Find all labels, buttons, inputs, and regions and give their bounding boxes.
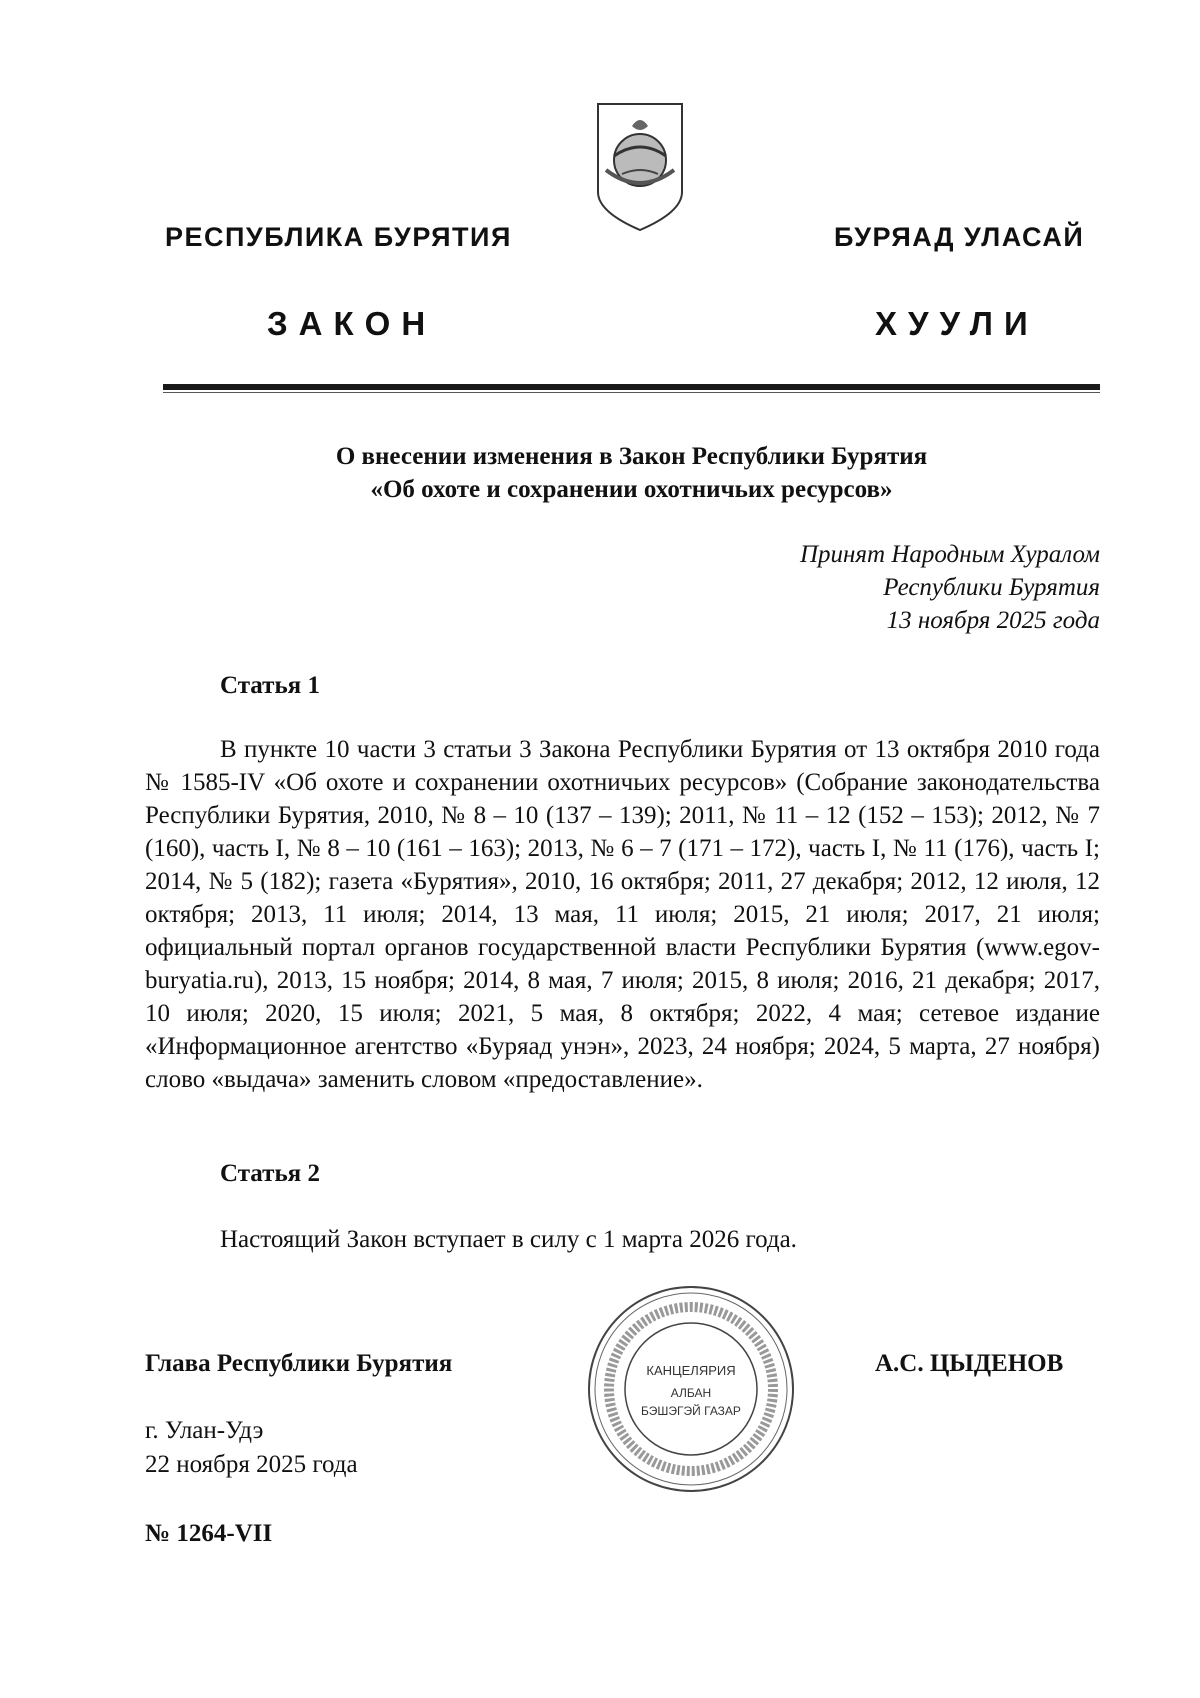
document-type-bua: ХУУЛИ	[875, 305, 1039, 342]
adoption-note-line-1: Принят Народным Хуралом	[799, 541, 1100, 568]
adoption-note-line-3: 13 ноября 2025 года	[886, 607, 1100, 634]
seal-center-line-1: КАНЦЕЛЯРИЯ	[646, 1363, 736, 1378]
country-name-ru: РЕСПУБЛИКА БУРЯТИЯ	[165, 222, 512, 252]
seal-center-line-2: АЛБАН	[670, 1386, 712, 1400]
place-and-date	[145, 1414, 358, 1482]
seal-stamp-icon	[585, 1283, 797, 1495]
header-divider	[163, 384, 1100, 390]
law-title-line-2: «Об охоте и сохранении охотничьих ресурсов»	[370, 476, 893, 503]
law-title-line-1: О внесении изменения в Закон Республики Бурятия	[335, 443, 928, 470]
official-seal	[585, 1283, 797, 1495]
coat-of-arms-icon	[592, 100, 688, 234]
adoption-note-line-2: Республики Бурятия	[883, 574, 1100, 601]
article-2-text: Настоящий Закон вступает в силу с 1 марта 2026 года.	[220, 1226, 797, 1253]
law-title	[163, 440, 1100, 506]
signatory-position: Глава Республики Бурятия	[145, 1350, 453, 1377]
article-1-heading: Статья 1	[220, 672, 320, 699]
seal-center-line-3: БЭШЭГЭЙ ГАЗАР	[641, 1404, 741, 1418]
coat-of-arms-emblem	[592, 100, 688, 234]
adoption-note	[800, 538, 1100, 637]
signing-date: 22 ноября 2025 года	[145, 1451, 358, 1478]
article-1-text: В пункте 10 части 3 статьи 3 Закона Республики Бурятия от 13 октября 2010 года № 1585-IV «Об охоте и сохранении охотничьих ресурсов» (Собрание законодательства Республики Бурятия, 2010, № 8 – 10 (137 – 139); 2011, № 11 – 12 (152 – 153); 2012, № 7 (160), часть I, № 8 – 10 (161 – 163); 2013, № 6 – 7 (171 – 172), часть I, № 11 (176), часть I; 2014, № 5 (182); газета «Бурятия», 2010, 16 октября; 2011, 27 декабря; 2012, 12 июля, 12 октября; 2013, 11 июля; 2014, 13 мая, 11 июля; 2015, 21 июля; 2017, 21 июля; официальный портал органов государственной власти Республики Бурятия (www.egov-buryatia.ru), 2013, 15 ноября; 2014, 8 мая, 7 июля; 2015, 8 июля; 2016, 21 декабря; 2017, 10 июля; 2020, 15 июля; 2021, 5 мая, 8 октября; 2022, 4 мая; сетевое издание «Информационное агентство «Буряад унэн», 2023, 24 ноября; 2024, 5 марта, 27 ноября) слово «выдача» заменить словом «предоставление».	[145, 736, 1100, 1093]
document-type-ru: ЗАКОН	[267, 305, 437, 342]
country-name-bua: БУРЯАД УЛАСАЙ	[834, 222, 1085, 252]
article-2-heading: Статья 2	[220, 1160, 320, 1187]
header-divider-thin	[163, 392, 1100, 393]
law-number: № 1264-VII	[145, 1520, 273, 1547]
signatory-name: А.С. ЦЫДЕНОВ	[875, 1350, 1064, 1377]
signing-city: г. Улан-Удэ	[145, 1417, 264, 1444]
